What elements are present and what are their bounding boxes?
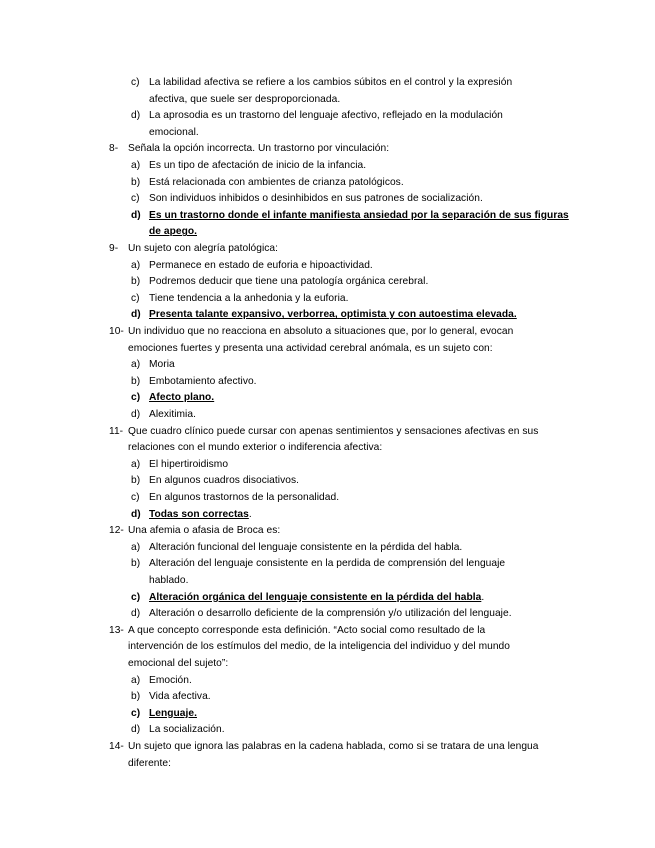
option-text — [149, 491, 339, 505]
option-text — [149, 176, 404, 190]
option-text — [149, 292, 349, 306]
question-text — [128, 757, 171, 771]
option-label: a) — [131, 541, 141, 553]
text-run: Alteración del lenguaje consistente en la perdida de comprensión del lenguaje — [149, 558, 506, 570]
option-label: a) — [131, 160, 141, 171]
option-text — [149, 375, 257, 389]
option-label: b) — [131, 176, 141, 188]
option-text — [149, 93, 340, 107]
option-label: d) — [131, 724, 141, 736]
question-text — [128, 524, 280, 538]
text-run: Que cuadro clínico puede cursar con apenas sentimientos y sensaciones afectivas en sus — [128, 425, 539, 437]
text-run: Un individuo que no reacciona en absoluto a situaciones que, por lo general, evocan — [128, 326, 514, 337]
question-text — [128, 624, 485, 638]
option-text — [149, 109, 503, 123]
text-run: Una afemia o afasia de Broca es: — [128, 525, 281, 537]
text-run: emocional del sujeto”: — [128, 658, 229, 669]
text-run: Embotamiento afectivo. — [149, 375, 257, 387]
option-text — [149, 574, 189, 588]
text-run: Un sujeto con alegría patológica: — [128, 243, 279, 254]
option-label: c) — [131, 292, 140, 304]
option-label: c) — [131, 193, 140, 205]
text-run: afectiva, que suele ser desproporcionada. — [149, 93, 341, 105]
question-text — [128, 425, 538, 439]
text-run: Son individuos inhibidos o desinhibidos en sus patrones de socialización. — [149, 193, 483, 205]
option-label: a) — [131, 458, 141, 470]
option-label: b) — [131, 475, 141, 487]
option-text — [149, 76, 512, 90]
option-label: d) — [131, 309, 141, 321]
question-text — [128, 242, 278, 256]
text-run: intervención de los estímulos del medio, de la inteligencia del individuo y del mundo — [128, 641, 510, 653]
question-text — [128, 740, 538, 754]
option-label: c) — [131, 77, 140, 88]
question-text — [128, 657, 228, 671]
text-run: relaciones con el mundo exterior o indiferencia afectiva: — [128, 442, 383, 454]
text-run: La aprosodia es un trastorno del lenguaje afectivo, reflejado en la modulación — [149, 110, 503, 122]
option-text — [149, 707, 197, 721]
question-number: 14- — [109, 741, 124, 752]
text-run: Tiene tendencia a la anhedonia y la euforia. — [149, 292, 349, 304]
text-run: En algunos trastornos de la personalidad. — [149, 492, 340, 503]
option-text — [149, 358, 175, 372]
option-text — [149, 259, 373, 273]
option-label: d) — [131, 508, 141, 520]
option-text — [149, 159, 366, 173]
option-text — [149, 723, 225, 737]
question-number: 9- — [109, 243, 119, 254]
text-run: Señala la opción incorrecta. Un trastorno por vinculación: — [128, 143, 390, 155]
option-label: d) — [131, 110, 141, 122]
option-label: b) — [131, 558, 141, 570]
option-text — [149, 541, 462, 555]
text-run: Alteración o desarrollo deficiente de la comprensión y/o utilización del lenguaje. — [149, 608, 512, 620]
correct-answer-text: Lenguaje. — [149, 707, 197, 719]
option-label: a) — [131, 674, 141, 686]
option-text — [149, 209, 569, 223]
option-label: b) — [131, 276, 141, 288]
text-run: La labilidad afectiva se refiere a los cambios súbitos en el control y la expresión — [149, 77, 513, 88]
question-number: 8- — [109, 143, 119, 155]
option-text — [149, 458, 228, 472]
text-run: hablado. — [149, 575, 189, 586]
text-run: Alexitimia. — [149, 409, 196, 420]
option-text — [149, 557, 505, 571]
question-number: 11- — [109, 425, 124, 437]
question-number: 12- — [109, 525, 124, 537]
correct-answer-text: Todas son correctas — [149, 508, 249, 520]
question-text — [128, 325, 513, 339]
text-run: Está relacionada con ambientes de crianza patológicos. — [149, 176, 404, 188]
text-run: Un sujeto que ignora las palabras en la cadena hablada, como si se tratara de una lengua — [128, 741, 539, 752]
text-run: emociones fuertes y presenta una actividad cerebral anómala, es un sujeto con: — [128, 342, 493, 354]
option-text — [149, 690, 211, 704]
option-text — [149, 275, 428, 289]
text-run: El hipertiroidismo — [149, 458, 229, 470]
option-label: a) — [131, 359, 141, 371]
option-text — [149, 474, 299, 488]
option-label: b) — [131, 691, 141, 703]
question-number: 13- — [109, 624, 124, 636]
option-label: d) — [131, 209, 141, 221]
text-run: A que concepto corresponde esta definición. “Acto social como resultado de la — [128, 624, 486, 636]
text-run: La socialización. — [149, 724, 225, 736]
option-text — [149, 674, 192, 688]
text-run: Alteración funcional del lenguaje consistente en la pérdida del habla. — [149, 541, 463, 553]
option-label: c) — [131, 707, 141, 719]
correct-answer-text: Presenta talante expansivo, verborrea, optimista y con autoestima elevada. — [149, 309, 517, 321]
option-label: d) — [131, 409, 141, 420]
option-text — [149, 408, 196, 422]
question-text — [128, 142, 389, 156]
question-number: 10- — [109, 326, 124, 337]
text-run: diferente: — [128, 757, 171, 769]
text-run: Podremos deducir que tiene una patología orgánica cerebral. — [149, 276, 429, 288]
text-run: Permanece en estado de euforia e hipoactividad. — [149, 259, 373, 271]
question-text — [128, 640, 510, 654]
option-label: c) — [131, 492, 140, 503]
option-label: d) — [131, 608, 141, 620]
option-label: b) — [131, 375, 141, 387]
text-run: Moria — [149, 359, 175, 371]
text-run: En algunos cuadros disociativos. — [149, 475, 299, 487]
option-text — [149, 607, 512, 621]
option-text — [149, 308, 517, 322]
option-label: a) — [131, 259, 141, 271]
option-text — [149, 391, 214, 405]
punctuation: . — [481, 591, 485, 603]
option-text — [149, 126, 199, 140]
option-text — [149, 192, 483, 206]
text-run: Es un tipo de afectación de inicio de la infancia. — [149, 160, 367, 171]
option-label: c) — [131, 392, 141, 404]
text-run: Emoción. — [149, 674, 192, 686]
text-run: Vida afectiva. — [149, 691, 211, 703]
correct-answer-text: Afecto plano. — [149, 392, 215, 404]
correct-answer-text: Alteración orgánica del lenguaje consistente en la pérdida del habla — [149, 591, 482, 603]
question-text — [128, 342, 493, 356]
option-text — [149, 591, 484, 605]
correct-answer-text: de apego. — [149, 226, 197, 238]
option-label: c) — [131, 591, 141, 603]
option-text — [149, 508, 252, 522]
correct-answer-text: Es un trastorno donde el infante manifiesta ansiedad por la separación de sus figuras — [149, 209, 569, 221]
option-text — [149, 225, 197, 239]
question-text — [128, 441, 382, 455]
text-run: emocional. — [149, 126, 199, 138]
punctuation: . — [248, 508, 252, 520]
